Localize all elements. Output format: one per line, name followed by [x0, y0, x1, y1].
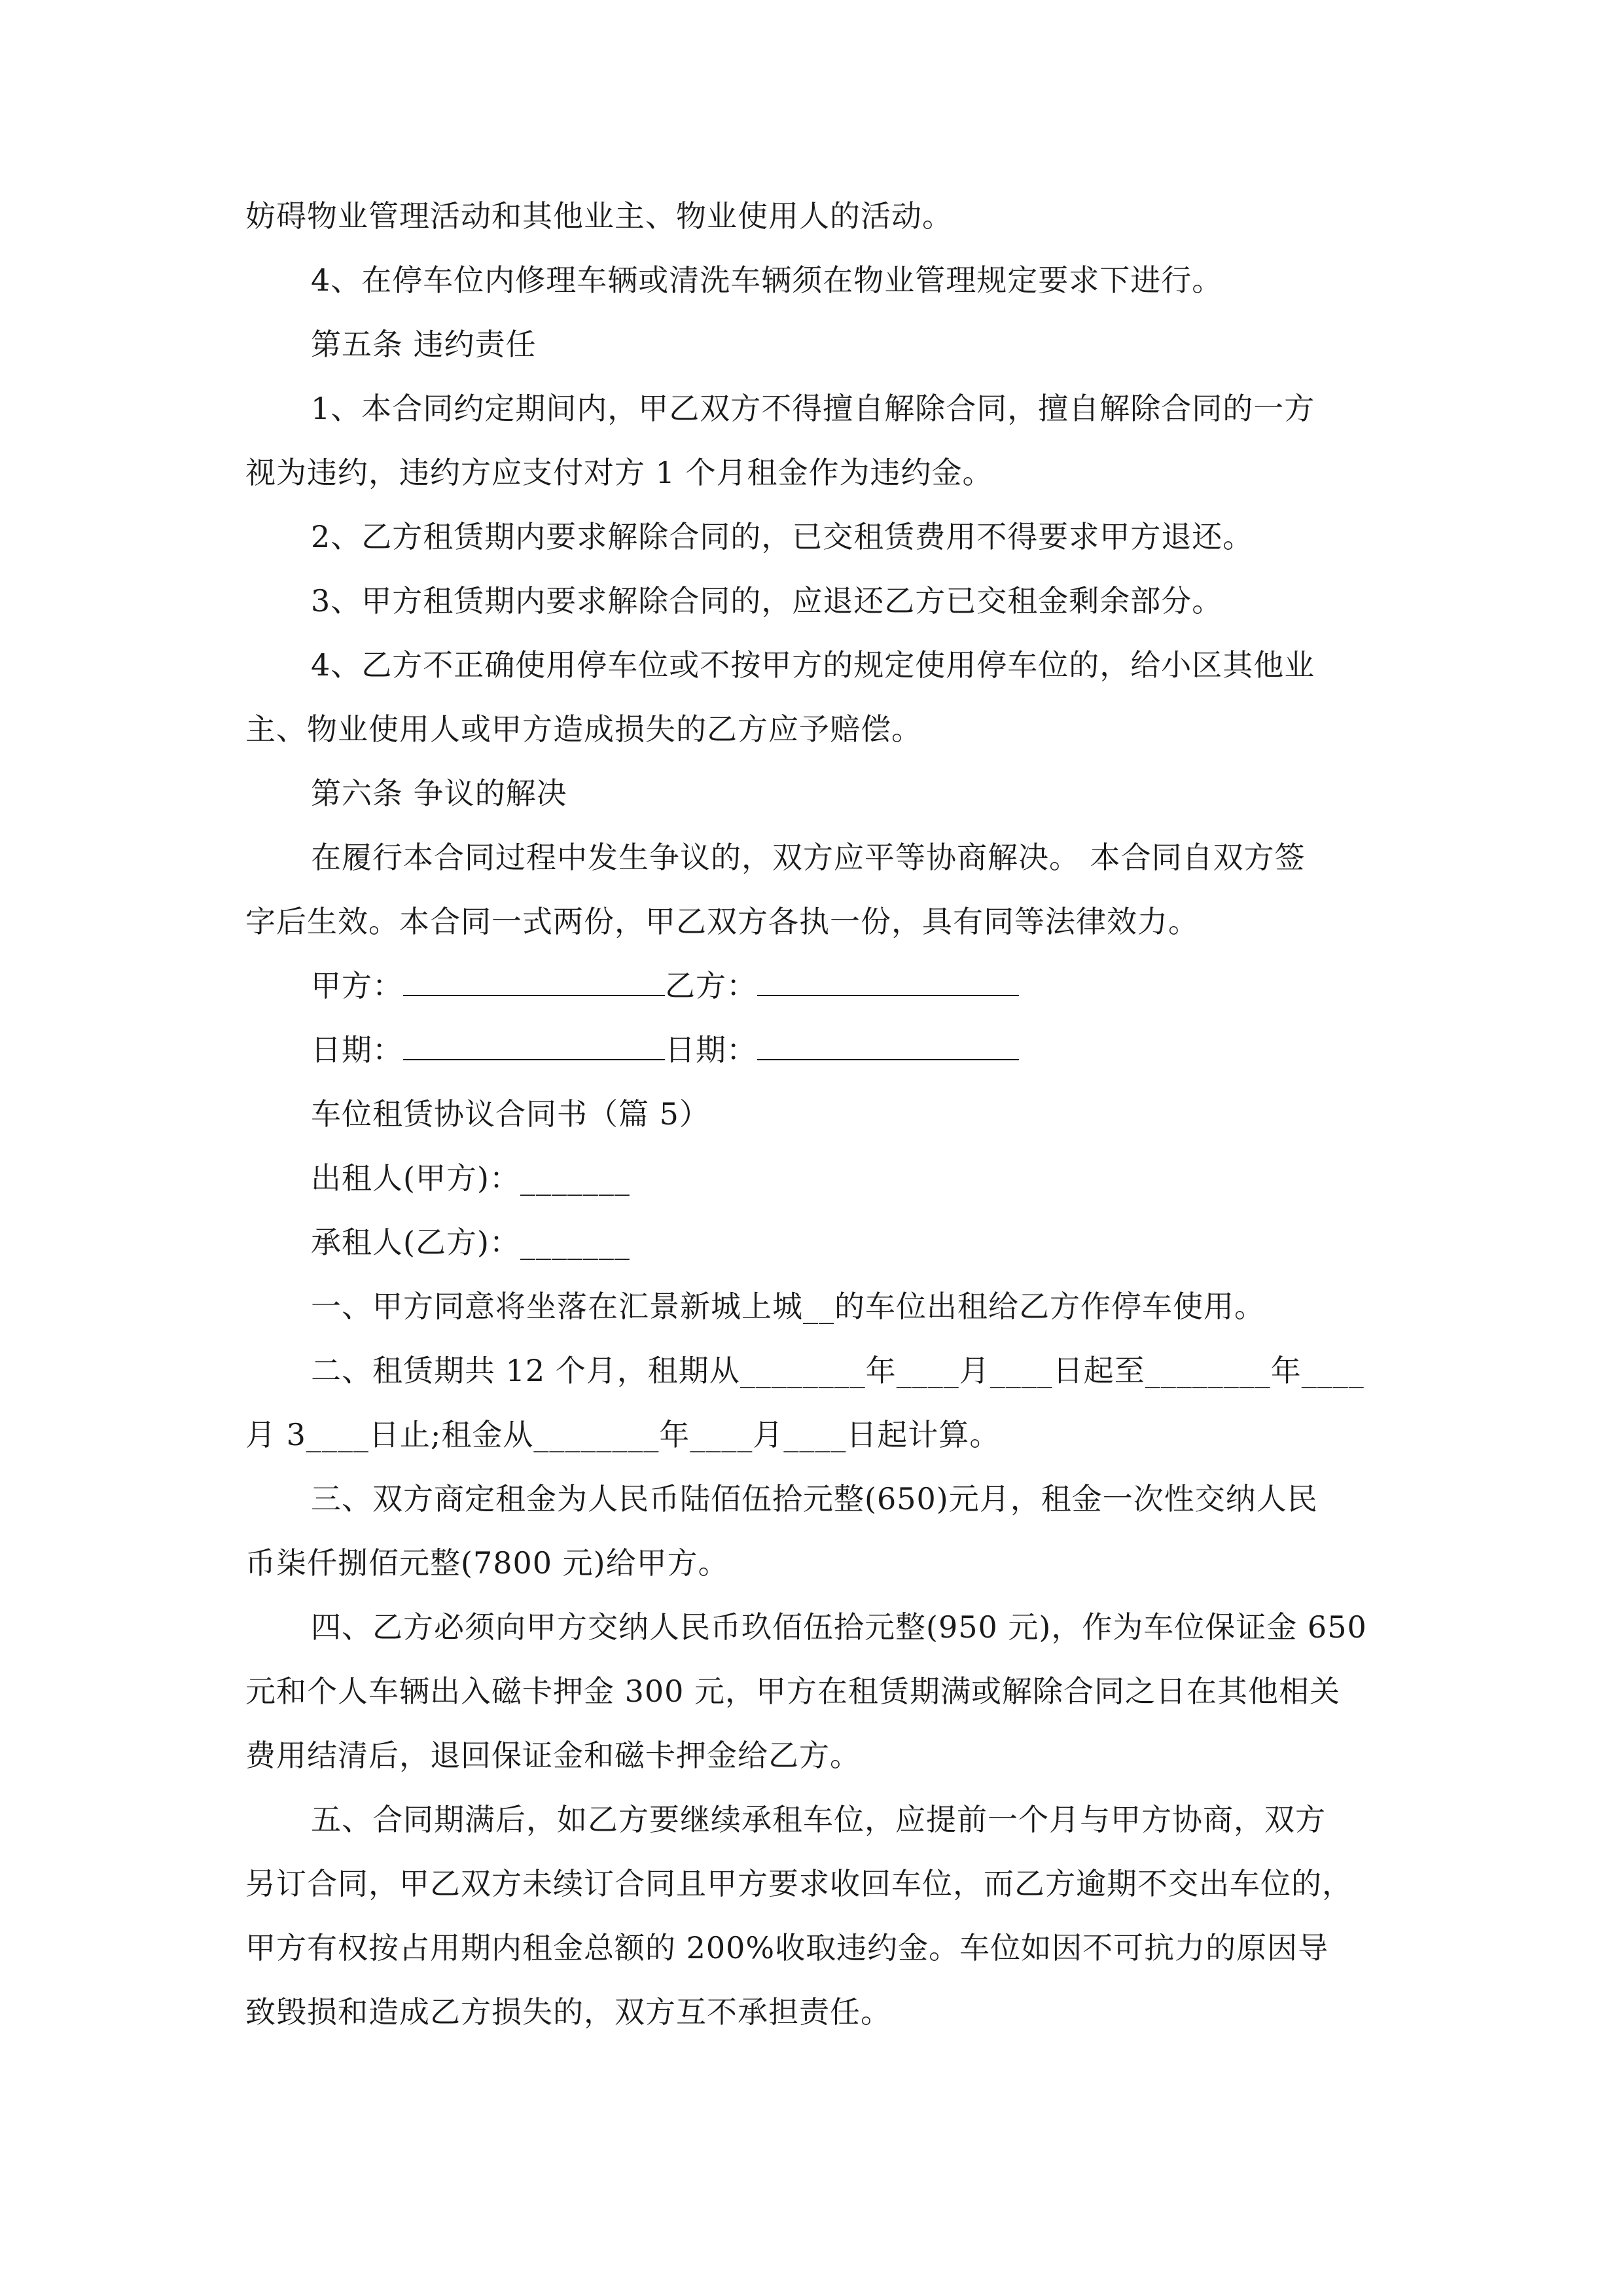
text-line: 1、本合同约定期间内，甲乙双方不得擅自解除合同，擅自解除合同的一方: [311, 391, 1315, 426]
party-b-label: 乙方：: [665, 968, 757, 1003]
text-line: 四、乙方必须向甲方交纳人民币玖佰伍拾元整(950 元)，作为车位保证金 650: [311, 1609, 1367, 1645]
text-line: 五、合同期满后，如乙方要继续承租车位，应提前一个月与甲方协商，双方: [311, 1802, 1326, 1837]
text-line: 三、双方商定租金为人民币陆佰伍拾元整(650)元月，租金一次性交纳人民: [311, 1481, 1318, 1516]
text-line: 3、甲方租赁期内要求解除合同的，应退还乙方已交租金剩余部分。: [311, 583, 1223, 619]
lessor-line: 出租人(甲方)：_______: [311, 1160, 630, 1196]
text-line: 2、乙方租赁期内要求解除合同的，已交租赁费用不得要求甲方退还。: [311, 519, 1254, 554]
date-label-b: 日期：: [665, 1032, 757, 1067]
text-line: 费用结清后，退回保证金和磁卡押金给乙方。: [245, 1738, 861, 1773]
party-b-signature-field[interactable]: [757, 966, 1019, 996]
document-title: 车位租赁协议合同书（篇 5）: [311, 1096, 710, 1132]
date-b-field[interactable]: [757, 1030, 1019, 1060]
text-line: 4、乙方不正确使用停车位或不按甲方的规定使用停车位的，给小区其他业: [311, 647, 1315, 683]
text-line: 二、租赁期共 12 个月，租期从________年____月____日起至________年____: [311, 1353, 1364, 1388]
text-line: 一、甲方同意将坐落在汇景新城上城__的车位出租给乙方作停车使用。: [311, 1289, 1265, 1324]
section-heading: 第六条 争议的解决: [311, 776, 567, 811]
text-line: 致毁损和造成乙方损失的，双方互不承担责任。: [245, 1994, 891, 2030]
text-line: 主、物业使用人或甲方造成损失的乙方应予赔偿。: [245, 711, 922, 747]
date-a-field[interactable]: [403, 1030, 665, 1060]
text-line: 4、在停车位内修理车辆或清洗车辆须在物业管理规定要求下进行。: [311, 262, 1223, 298]
date-label-a: 日期：: [311, 1032, 403, 1067]
lessee-line: 承租人(乙方)：_______: [311, 1225, 630, 1260]
text-line: 在履行本合同过程中发生争议的，双方应平等协商解决。 本合同自双方签: [311, 840, 1306, 875]
text-line: 月 3____日止;租金从________年____月____日起计算。: [245, 1417, 1001, 1452]
text-line: 币柒仟捌佰元整(7800 元)给甲方。: [245, 1545, 729, 1581]
text-line: 字后生效。本合同一式两份，甲乙双方各执一份，具有同等法律效力。: [245, 904, 1199, 939]
signature-row-dates: [311, 1030, 1019, 1069]
party-a-signature-field[interactable]: [403, 966, 665, 996]
text-line: 元和个人车辆出入磁卡押金 300 元，甲方在租赁期满或解除合同之日在其他相关: [245, 1674, 1341, 1709]
text-line: 视为违约，违约方应支付对方 1 个月租金作为违约金。: [245, 455, 993, 490]
signature-row-parties: [311, 966, 1019, 1005]
text-line: 甲方有权按占用期内租金总额的 200%收取违约金。车位如因不可抗力的原因导: [245, 1930, 1329, 1965]
section-heading: 第五条 违约责任: [311, 327, 537, 362]
party-a-label: 甲方：: [311, 968, 403, 1003]
text-line: 另订合同，甲乙双方未续订合同且甲方要求收回车位，而乙方逾期不交出车位的，: [245, 1866, 1353, 1901]
text-line: 妨碍物业管理活动和其他业主、物业使用人的活动。: [245, 198, 953, 234]
